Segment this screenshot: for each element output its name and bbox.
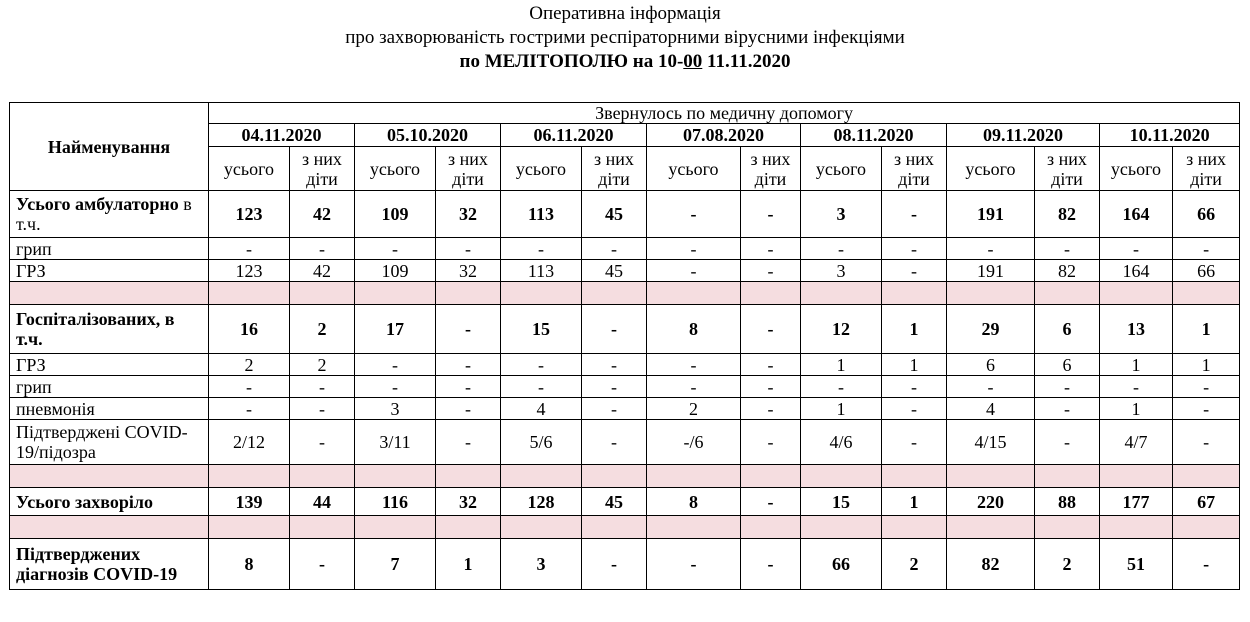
spacer-row (10, 282, 1240, 305)
table-cell: - (647, 260, 741, 282)
table-cell: 2 (647, 398, 741, 420)
table-cell: - (947, 238, 1035, 260)
table-cell: 66 (1173, 260, 1240, 282)
spacer-cell (501, 282, 582, 305)
sub-header-total: усього (647, 147, 741, 191)
sub-header-total: усього (355, 147, 436, 191)
spacer-cell (436, 282, 501, 305)
sub-header-children: з них діти (582, 147, 647, 191)
table-cell: 12 (801, 305, 882, 354)
sub-header-children: з них діти (741, 147, 801, 191)
table-cell: - (1173, 420, 1240, 465)
table-cell: 4 (501, 398, 582, 420)
spacer-cell (647, 465, 741, 488)
table-cell: - (882, 191, 947, 238)
sub-header-total: усього (501, 147, 582, 191)
table-cell: 1 (1100, 398, 1173, 420)
spacer-cell (1035, 465, 1100, 488)
spacer-cell (1100, 516, 1173, 539)
sub-header-total: усього (1100, 147, 1173, 191)
table-cell: 177 (1100, 488, 1173, 516)
row-label: пневмонія (10, 398, 209, 420)
spacer-cell (436, 465, 501, 488)
table-cell: 1 (436, 539, 501, 590)
spacer-cell (1035, 516, 1100, 539)
title-line-3-prefix: по МЕЛІТОПОЛЮ на 10- (459, 51, 684, 72)
table-cell: - (436, 398, 501, 420)
spacer-cell (355, 465, 436, 488)
table-cell: 3 (801, 191, 882, 238)
spacer-cell (10, 516, 209, 539)
row-label: ГРЗ (10, 260, 209, 282)
sub-header-total: усього (209, 147, 290, 191)
table-cell: 2 (1035, 539, 1100, 590)
table-cell: - (436, 420, 501, 465)
table-cell: 45 (582, 260, 647, 282)
table-cell: 82 (1035, 191, 1100, 238)
table-row (10, 376, 1240, 398)
table-cell: 42 (290, 260, 355, 282)
table-cell: 3 (355, 398, 436, 420)
table-cell: 1 (882, 305, 947, 354)
table-cell: 116 (355, 488, 436, 516)
table-cell: - (436, 376, 501, 398)
table-cell: 6 (1035, 354, 1100, 376)
table-cell: - (290, 398, 355, 420)
table-cell: - (1173, 238, 1240, 260)
spacer-cell (882, 465, 947, 488)
table-row (10, 191, 1240, 238)
table-cell: 4/7 (1100, 420, 1173, 465)
table-cell: - (1100, 376, 1173, 398)
table-cell: - (882, 398, 947, 420)
table-cell: 82 (1035, 260, 1100, 282)
table-cell: 109 (355, 191, 436, 238)
table-cell: - (1173, 398, 1240, 420)
spacer-cell (947, 516, 1035, 539)
table-cell: 17 (355, 305, 436, 354)
name-column-header: Найменування (10, 103, 209, 191)
spacer-cell (882, 516, 947, 539)
table-cell: - (1173, 376, 1240, 398)
table-cell: - (741, 260, 801, 282)
sub-header-children: з них діти (1173, 147, 1240, 191)
table-cell: - (501, 354, 582, 376)
table-row (10, 488, 1240, 516)
table-cell: - (501, 238, 582, 260)
table-cell: - (741, 539, 801, 590)
date-header: 05.10.2020 (355, 124, 501, 147)
table-cell: 1 (1173, 354, 1240, 376)
spacer-cell (582, 282, 647, 305)
date-header: 06.11.2020 (501, 124, 647, 147)
table-cell: 51 (1100, 539, 1173, 590)
table-cell: 1 (882, 488, 947, 516)
table-cell: 2 (882, 539, 947, 590)
row-label: Усього захворіло (10, 488, 209, 516)
table-cell: - (741, 354, 801, 376)
table-cell: - (882, 420, 947, 465)
row-label: Підтверджених діагнозів COVID-19 (10, 539, 209, 590)
spacer-cell (801, 465, 882, 488)
spacer-cell (1173, 516, 1240, 539)
title-line-3-underlined: 00 (683, 51, 703, 72)
table-cell: 45 (582, 488, 647, 516)
table-cell: 1 (801, 398, 882, 420)
table-cell: 5/6 (501, 420, 582, 465)
table-cell: 123 (209, 191, 290, 238)
table-cell: - (1035, 376, 1100, 398)
row-label: Підтверджені COVID-19/підозра (10, 420, 209, 465)
table-cell: - (582, 420, 647, 465)
table-cell: - (801, 238, 882, 260)
table-cell: 8 (209, 539, 290, 590)
spacer-cell (209, 516, 290, 539)
table-cell: - (741, 488, 801, 516)
spacer-cell (801, 516, 882, 539)
spacer-cell (741, 282, 801, 305)
table-cell: 113 (501, 191, 582, 238)
table-cell: - (290, 539, 355, 590)
table-cell: 128 (501, 488, 582, 516)
table-cell: - (209, 238, 290, 260)
table-cell: - (1035, 420, 1100, 465)
spacer-cell (501, 465, 582, 488)
spacer-row (10, 465, 1240, 488)
table-cell: 7 (355, 539, 436, 590)
table-cell: 4/15 (947, 420, 1035, 465)
sub-header-total: усього (947, 147, 1035, 191)
table-cell: - (209, 398, 290, 420)
table-cell: - (1173, 539, 1240, 590)
incidence-table (9, 102, 1240, 590)
table-cell: - (355, 376, 436, 398)
table-cell: 164 (1100, 260, 1173, 282)
spacer-cell (1035, 282, 1100, 305)
table-row (10, 354, 1240, 376)
table-cell: 15 (501, 305, 582, 354)
table-cell: - (647, 238, 741, 260)
table-cell: 32 (436, 191, 501, 238)
spacer-cell (947, 465, 1035, 488)
row-label: грип (10, 376, 209, 398)
table-cell: - (1100, 238, 1173, 260)
table-cell: 113 (501, 260, 582, 282)
table-cell: 8 (647, 488, 741, 516)
table-cell: 164 (1100, 191, 1173, 238)
table-cell: - (647, 191, 741, 238)
date-header: 10.11.2020 (1100, 124, 1240, 147)
spacer-cell (501, 516, 582, 539)
table-cell: 3 (501, 539, 582, 590)
table-cell: 191 (947, 260, 1035, 282)
table-cell: - (1035, 238, 1100, 260)
table-cell: 13 (1100, 305, 1173, 354)
table-cell: 32 (436, 488, 501, 516)
table-cell: 8 (647, 305, 741, 354)
title-line-1: Оперативна інформація (529, 3, 721, 24)
table-cell: -/6 (647, 420, 741, 465)
spacer-cell (290, 465, 355, 488)
table-cell: 66 (801, 539, 882, 590)
table-cell: - (801, 376, 882, 398)
table-cell: - (436, 238, 501, 260)
spacer-cell (436, 516, 501, 539)
date-header: 08.11.2020 (801, 124, 947, 147)
table-cell: 29 (947, 305, 1035, 354)
table-cell: - (947, 376, 1035, 398)
spacer-cell (355, 282, 436, 305)
spacer-cell (355, 516, 436, 539)
spacer-cell (582, 516, 647, 539)
table-cell: 4/6 (801, 420, 882, 465)
spacer-cell (647, 516, 741, 539)
spacer-cell (882, 282, 947, 305)
sub-header-children: з них діти (436, 147, 501, 191)
table-cell: - (355, 238, 436, 260)
table-cell: - (741, 191, 801, 238)
row-label-suffix: в т.ч. (16, 194, 192, 234)
table-row (10, 260, 1240, 282)
table-cell: 1 (882, 354, 947, 376)
spacer-cell (741, 465, 801, 488)
row-label-main: Усього амбулаторно (16, 194, 179, 214)
title-line-2: про захворюваність гострими респіраторними вірусними інфекціями (345, 27, 905, 48)
sub-header-total: усього (801, 147, 882, 191)
table-cell: - (436, 354, 501, 376)
table-cell: 1 (801, 354, 882, 376)
table-cell: 2/12 (209, 420, 290, 465)
row-label: ГРЗ (10, 354, 209, 376)
spacer-cell (209, 465, 290, 488)
table-cell: 15 (801, 488, 882, 516)
date-header: 04.11.2020 (209, 124, 355, 147)
table-row (10, 305, 1240, 354)
group-header: Звернулось по медичну допомогу (209, 103, 1240, 124)
table-cell: 45 (582, 191, 647, 238)
sub-header-children: з них діти (882, 147, 947, 191)
table-cell: 4 (947, 398, 1035, 420)
table-cell: - (741, 420, 801, 465)
table-cell: - (741, 376, 801, 398)
table-cell: - (741, 398, 801, 420)
spacer-cell (647, 282, 741, 305)
table-cell: 220 (947, 488, 1035, 516)
spacer-cell (10, 282, 209, 305)
table-cell: - (582, 354, 647, 376)
table-cell: - (209, 376, 290, 398)
spacer-cell (209, 282, 290, 305)
spacer-cell (1100, 282, 1173, 305)
table-cell: 44 (290, 488, 355, 516)
title-line-3 (0, 50, 1250, 74)
table-cell: - (647, 354, 741, 376)
table-cell: - (582, 238, 647, 260)
table-cell: - (882, 260, 947, 282)
table-cell: - (647, 539, 741, 590)
table-cell: 191 (947, 191, 1035, 238)
table-cell: - (290, 376, 355, 398)
table-cell: - (436, 305, 501, 354)
document-header (0, 0, 1250, 74)
table-cell: 139 (209, 488, 290, 516)
table-cell: 6 (947, 354, 1035, 376)
table-cell: 66 (1173, 191, 1240, 238)
table-row (10, 398, 1240, 420)
table-cell: 6 (1035, 305, 1100, 354)
table-cell: - (582, 376, 647, 398)
table-cell: 67 (1173, 488, 1240, 516)
spacer-cell (582, 465, 647, 488)
table-cell: - (582, 398, 647, 420)
title-line-3-suffix: 11.11.2020 (702, 51, 791, 72)
table-cell: 1 (1173, 305, 1240, 354)
table-cell: - (582, 539, 647, 590)
spacer-cell (1100, 465, 1173, 488)
date-header: 09.11.2020 (947, 124, 1100, 147)
table-cell: 16 (209, 305, 290, 354)
table-cell: 1 (1100, 354, 1173, 376)
table-cell: 123 (209, 260, 290, 282)
row-label (10, 191, 209, 238)
table-cell: - (647, 376, 741, 398)
spacer-cell (10, 465, 209, 488)
table-cell: 2 (290, 305, 355, 354)
table-cell: - (355, 354, 436, 376)
spacer-cell (947, 282, 1035, 305)
spacer-row (10, 516, 1240, 539)
table-cell: - (882, 238, 947, 260)
table-cell: - (290, 420, 355, 465)
spacer-cell (1173, 282, 1240, 305)
table-cell: 88 (1035, 488, 1100, 516)
date-header: 07.08.2020 (647, 124, 801, 147)
table-cell: 42 (290, 191, 355, 238)
sub-header-children: з них діти (1035, 147, 1100, 191)
table-cell: - (1035, 398, 1100, 420)
table-cell: - (501, 376, 582, 398)
table-cell: 2 (290, 354, 355, 376)
table-cell: 82 (947, 539, 1035, 590)
table-cell: - (882, 376, 947, 398)
table-row (10, 539, 1240, 590)
table-cell: 109 (355, 260, 436, 282)
table-row (10, 238, 1240, 260)
table-cell: - (741, 238, 801, 260)
table-row (10, 420, 1240, 465)
spacer-cell (801, 282, 882, 305)
spacer-cell (741, 516, 801, 539)
row-label: грип (10, 238, 209, 260)
table-cell: - (741, 305, 801, 354)
table-cell: 3/11 (355, 420, 436, 465)
spacer-cell (1173, 465, 1240, 488)
spacer-cell (290, 282, 355, 305)
spacer-cell (290, 516, 355, 539)
table-cell: 3 (801, 260, 882, 282)
row-label: Госпіталізованих, в т.ч. (10, 305, 209, 354)
sub-header-children: з них діти (290, 147, 355, 191)
table-cell: - (582, 305, 647, 354)
table-cell: 32 (436, 260, 501, 282)
table-cell: - (290, 238, 355, 260)
table-cell: 2 (209, 354, 290, 376)
